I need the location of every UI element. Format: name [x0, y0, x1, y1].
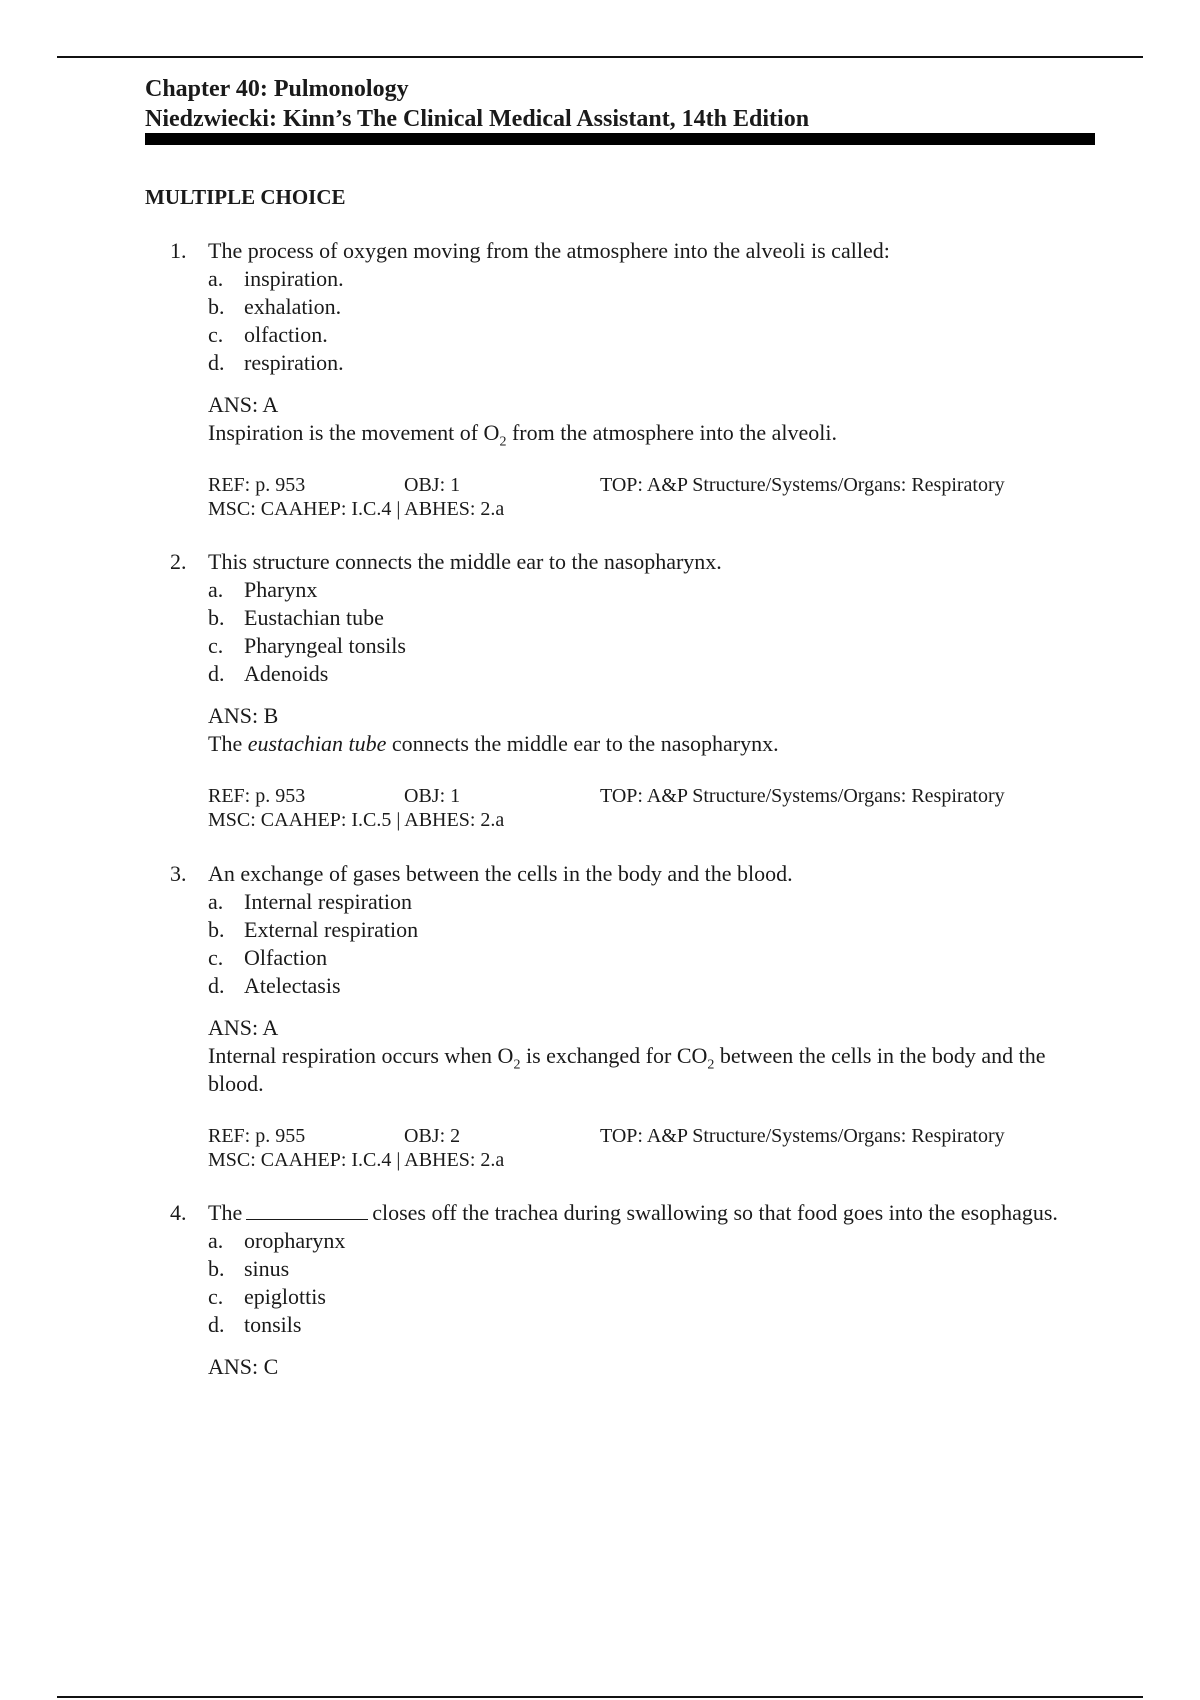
- msc: MSC: CAAHEP: I.C.4 | ABHES: 2.a: [208, 1149, 505, 1171]
- option-c: c. olfaction.: [208, 322, 328, 347]
- option-list: [208, 888, 1090, 1000]
- option-d: d. tonsils: [208, 1312, 302, 1337]
- explanation: Internal respiration occurs when $O_2$ is exchanged for $CO_2$ between the cells in the body and the blood.: [208, 1043, 1046, 1096]
- msc: MSC: CAAHEP: I.C.5 | ABHES: 2.a: [208, 809, 505, 831]
- question-2: [170, 548, 1090, 832]
- bottom-rule: [57, 1696, 1143, 1698]
- ref: REF: p. 955: [208, 1125, 306, 1147]
- option-a: a. oropharynx: [208, 1228, 346, 1253]
- option-b: b. exhalation.: [208, 294, 342, 319]
- question-stem: The process of oxygen moving from the atmosphere into the alveoli is called:: [208, 238, 890, 263]
- book-title: Niedzwiecki: Kinn’s The Clinical Medical Assistant, 14th Edition: [145, 106, 810, 132]
- question-number: 1.: [170, 238, 187, 263]
- question-metadata: [208, 473, 1090, 521]
- chapter-title: Chapter 40: Pulmonology: [145, 76, 409, 102]
- explanation: Inspiration is the movement of $O_2$ from the atmosphere into the alveoli.: [208, 420, 837, 450]
- question-metadata: [208, 1124, 1090, 1172]
- question-3: [170, 860, 1090, 1172]
- option-d: d. respiration.: [208, 350, 344, 375]
- topic: TOP: A&P Structure/Systems/Organs: Respiratory: [600, 785, 1005, 807]
- fill-in-blank: [246, 1201, 368, 1220]
- obj: OBJ: 1: [404, 785, 461, 807]
- question-number: 2.: [170, 549, 187, 574]
- option-list: [208, 265, 1090, 377]
- answer: ANS: A: [208, 392, 279, 417]
- topic: TOP: A&P Structure/Systems/Organs: Respiratory: [600, 1125, 1005, 1147]
- section-title: MULTIPLE CHOICE: [145, 185, 346, 209]
- option-b: b. External respiration: [208, 917, 419, 942]
- option-b: b. sinus: [208, 1256, 290, 1281]
- answer: ANS: B: [208, 703, 279, 728]
- answer: ANS: A: [208, 1015, 279, 1040]
- answer: ANS: C: [208, 1354, 279, 1379]
- option-d: d. Atelectasis: [208, 973, 341, 998]
- header-bar: [145, 133, 1095, 145]
- ref: REF: p. 953: [208, 474, 306, 496]
- question-metadata: [208, 784, 1090, 832]
- ref: REF: p. 953: [208, 785, 306, 807]
- option-list: [208, 1227, 1090, 1339]
- option-list: [208, 576, 1090, 688]
- option-a: a. inspiration.: [208, 266, 344, 291]
- option-d: d. Adenoids: [208, 661, 329, 686]
- question-stem: The closes off the trachea during swallowing so that food goes into the esophagus.: [208, 1200, 1058, 1225]
- question-1: [170, 237, 1090, 521]
- question-stem: An exchange of gases between the cells in the body and the blood.: [208, 861, 793, 886]
- top-rule: [57, 56, 1143, 58]
- question-number: 3.: [170, 861, 187, 886]
- option-b: b. Eustachian tube: [208, 605, 384, 630]
- option-a: a. Pharynx: [208, 577, 318, 602]
- document-header: [145, 74, 1095, 134]
- question-stem: This structure connects the middle ear to the nasopharynx.: [208, 549, 722, 574]
- topic: TOP: A&P Structure/Systems/Organs: Respiratory: [600, 474, 1005, 496]
- explanation: The eustachian tube connects the middle ear to the nasopharynx.: [208, 731, 779, 756]
- obj: OBJ: 2: [404, 1125, 461, 1147]
- option-c: c. Pharyngeal tonsils: [208, 633, 406, 658]
- question-4: [170, 1199, 1090, 1381]
- obj: OBJ: 1: [404, 474, 461, 496]
- question-number: 4.: [170, 1200, 187, 1225]
- option-a: a. Internal respiration: [208, 889, 412, 914]
- msc: MSC: CAAHEP: I.C.4 | ABHES: 2.a: [208, 498, 505, 520]
- option-c: c. Olfaction: [208, 945, 328, 970]
- option-c: c. epiglottis: [208, 1284, 326, 1309]
